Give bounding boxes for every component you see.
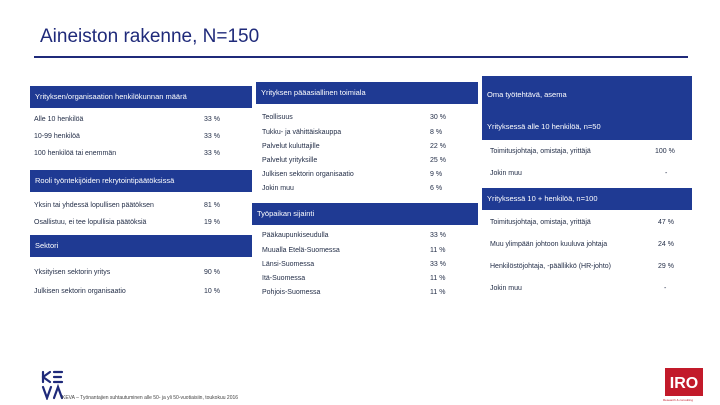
large-row-label: Toimitusjohtaja, omistaja, yrittäjä <box>490 219 591 226</box>
industry-row-label: Tukku- ja vähittäiskauppa <box>262 129 342 136</box>
role-header: Rooli työntekijöiden rekrytointipäätöksissä <box>30 170 252 192</box>
size-row-label: Alle 10 henkilöä <box>34 116 84 123</box>
large-row-label: Muu ylimpään johtoon kuuluva johtaja <box>490 241 608 248</box>
industry-row-value: 25 % <box>430 157 446 164</box>
industry-row-label: Jokin muu <box>262 185 294 192</box>
location-row-value: 11 % <box>430 289 446 296</box>
sector-row-label: Yksityisen sektorin yritys <box>34 269 111 276</box>
sector-row-value: 90 % <box>204 269 220 276</box>
large-company-header: Yrityksessä 10 + henkilöä, n=100 <box>482 188 692 210</box>
location-row-label: Muualla Etelä-Suomessa <box>262 247 340 254</box>
title-rule <box>34 56 688 58</box>
industry-row-label: Julkisen sektorin organisaatio <box>262 171 354 178</box>
size-row-value: 33 % <box>204 133 220 140</box>
sector-row-label: Julkisen sektorin organisaatio <box>34 288 126 295</box>
location-row-label: Pääkaupunkiseudulla <box>262 232 329 239</box>
sector-row-value: 10 % <box>204 288 220 295</box>
sector-header: Sektori <box>30 235 252 257</box>
size-row-label: 10-99 henkilöä <box>34 133 80 140</box>
industry-row-value: 22 % <box>430 143 446 150</box>
size-row-value: 33 % <box>204 150 220 157</box>
role-row-value: 81 % <box>204 202 220 209</box>
location-row-label: Länsi-Suomessa <box>262 261 315 268</box>
role-row-label: Yksin tai yhdessä lopullisen päätöksen <box>34 202 154 209</box>
iro-logo <box>665 368 703 396</box>
large-row-value: - <box>664 285 667 292</box>
large-row-value: 47 % <box>658 219 674 226</box>
location-row-value: 33 % <box>430 232 446 239</box>
role-row-label: Osallistuu, ei tee lopullisia päätöksiä <box>34 219 147 226</box>
size-row-label: 100 henkilöä tai enemmän <box>34 150 117 157</box>
position-header: Oma työtehtävä, asema <box>482 76 692 114</box>
small-row-label: Toimitusjohtaja, omistaja, yrittäjä <box>490 148 591 155</box>
small-row-label: Jokin muu <box>490 170 522 177</box>
location-row-label: Pohjois-Suomessa <box>262 289 321 296</box>
large-row-value: 24 % <box>658 241 674 248</box>
large-row-label: Henkilöstöjohtaja, -päällikkö (HR-johto) <box>490 263 611 270</box>
svg-text:IRO: IRO <box>669 375 699 392</box>
industry-row-label: Palvelut kuluttajille <box>262 143 320 150</box>
role-row-value: 19 % <box>204 219 220 226</box>
location-row-value: 33 % <box>430 261 446 268</box>
iro-caption: Research & consulting <box>663 398 694 402</box>
small-row-value: 100 % <box>655 148 675 155</box>
large-row-label: Jokin muu <box>490 285 522 292</box>
industry-row-value: 8 % <box>430 129 443 136</box>
location-row-label: Itä-Suomessa <box>262 275 306 282</box>
industry-row-value: 6 % <box>430 185 443 192</box>
industry-row-value: 9 % <box>430 171 443 178</box>
industry-row-label: Teollisuus <box>262 114 293 121</box>
industry-header: Yrityksen pääasiallinen toimiala <box>256 82 478 104</box>
size-row-value: 33 % <box>204 116 220 123</box>
industry-row-label: Palvelut yrityksille <box>262 157 318 164</box>
page-title: Aineiston rakenne, N=150 <box>40 26 260 47</box>
small-company-header: Yrityksessä alle 10 henkilöä, n=50 <box>482 114 692 140</box>
large-row-value: 29 % <box>658 263 674 270</box>
footer-text: KEVA – Työnantajien suhtautuminen alle 50- ja yli 50-vuotiaisiin, toukokuu 2016 <box>62 395 239 401</box>
small-row-value: - <box>665 170 668 177</box>
location-header: Työpaikan sijainti <box>252 203 478 225</box>
location-row-value: 11 % <box>430 247 446 254</box>
size-header: Yrityksen/organisaation henkilökunnan määrä <box>30 86 252 108</box>
location-row-value: 11 % <box>430 275 446 282</box>
industry-row-value: 30 % <box>430 114 446 121</box>
